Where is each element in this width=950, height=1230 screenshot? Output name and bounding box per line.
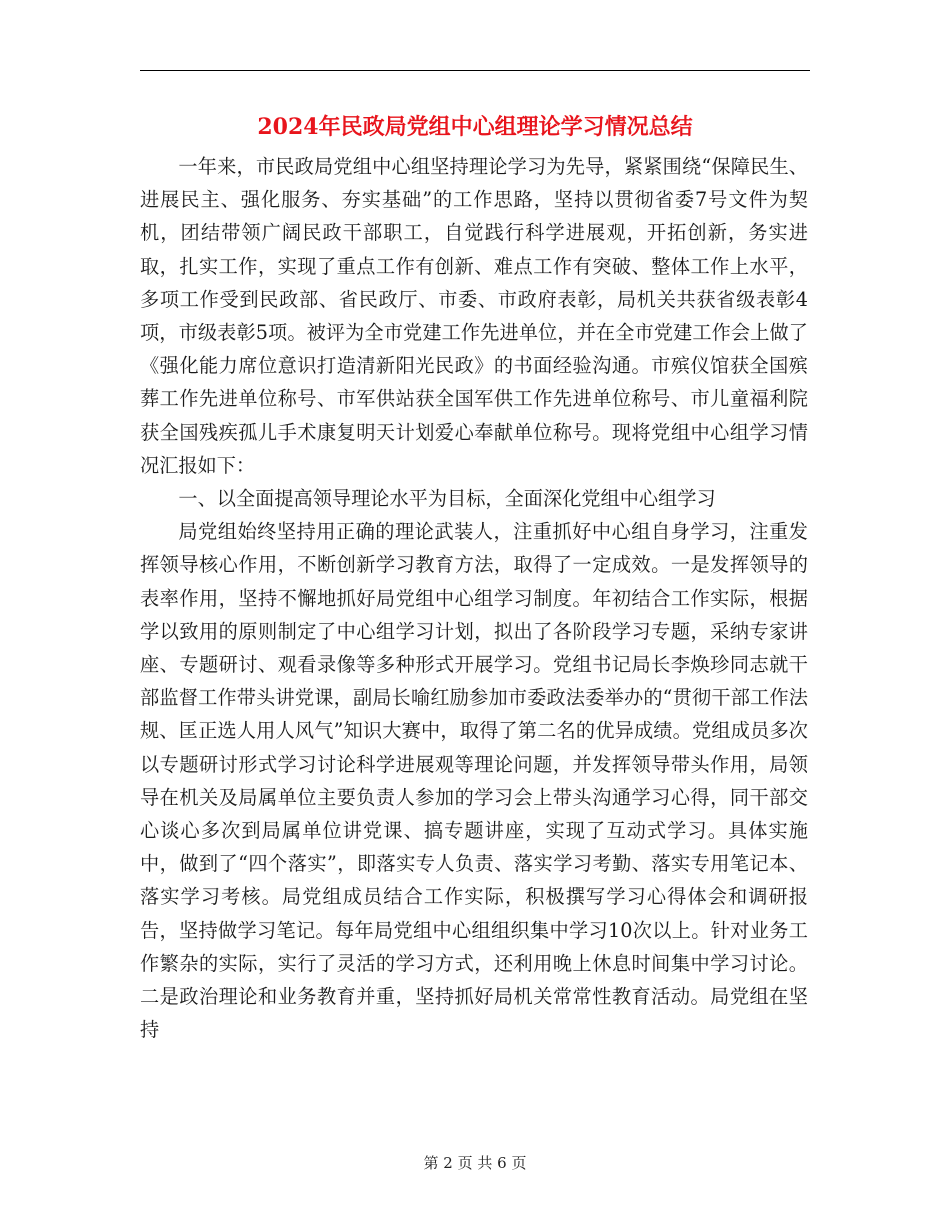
section-heading-1: 一、以全面提高领导理论水平为目标，全面深化党组中心组学习: [178, 487, 716, 511]
paragraph-section-1: 局党组始终坚持用正确的理论武装人，注重抓好中心组自身学习，注重发挥领导核心作用，不断创新学习教育方法，取得了一定成效。一是发挥领导的表率作用，坚持不懈地抓好局党组中心组学习制度。年初结合工作实际，根据学以致用的原则制定了中心组学习计划，拟出了各阶段学习专题，采纳专家讲座、专题研讨、观看录像等多种形式开展学习。党组书记局长李焕珍同志就干部监督工作带头讲党课，副局长喻红励参加市委政法委举办的“贯彻干部工作法规、匡正选人用人风气”知识大赛中，取得了第二名的优异成绩。党组成员多次以专题研讨形式学习讨论科学进展观等理论问题，并发挥领导带头作用，局领导在机关及局属单位主要负责人参加的学习会上带头沟通学习心得，同干部交心谈心多次到局属单位讲党课、搞专题讲座，实现了互动式学习。具体实施中，做到了“四个落实”，即落实专人负责、落实学习考勤、落实专用笔记本、落实学习考核。局党组成员结合工作实际，积极撰写学习心得体会和调研报告，坚持做学习笔记。每年局党组中心组组织集中学习10次以上。针对业务工作繁杂的实际，实行了灵活的学习方式，还利用晚上休息时间集中学习讨论。二是政治理论和业务教育并重，坚持抓好局机关常常性教育活动。局党组在坚持: [140, 520, 808, 1042]
paragraph-intro: 一年来，市民政局党组中心组坚持理论学习为先导，紧紧围绕“保障民生、进展民主、强化服务、夯实基础”的工作思路，坚持以贯彻省委7号文件为契机，团结带领广阔民政干部职工，自觉践行科学进展观，开拓创新，务实进取，扎实工作，实现了重点工作有创新、难点工作有突破、整体工作上水平，多项工作受到民政部、省民政厅、市委、市政府表彰，局机关共获省级表彰4项，市级表彰5项。被评为全市党建工作先进单位，并在全市党建工作会上做了《强化能力席位意识打造清新阳光民政》的书面经验沟通。市殡仪馆获全国殡葬工作先进单位称号、市军供站获全国军供工作先进单位称号、市儿童福利院获全国残疾孤儿手术康复明天计划爱心奉献单位称号。现将党组中心组学习情况汇报如下：: [140, 155, 808, 477]
header-rule: [140, 70, 810, 71]
document-body: [140, 150, 808, 1046]
page-number: 第 2 页 共 6 页: [423, 1154, 527, 1172]
document-title: 2024年民政局党组中心组理论学习情况总结: [257, 114, 693, 140]
